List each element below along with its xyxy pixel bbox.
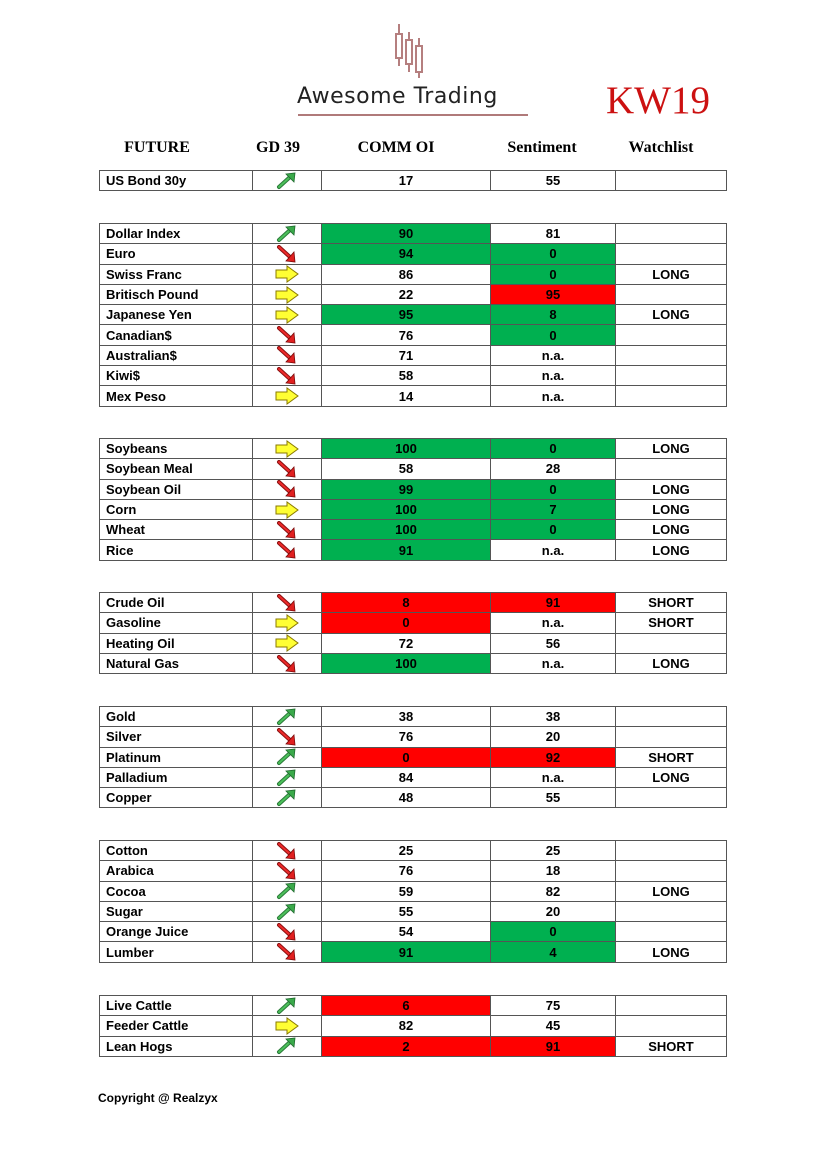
- watchlist-signal: SHORT: [616, 1036, 727, 1056]
- futures-group-table: [99, 170, 727, 191]
- cot-value: 6: [322, 996, 491, 1016]
- trend-down-arrow-icon: [274, 943, 300, 961]
- gd-trend-cell: [253, 841, 322, 861]
- watchlist-signal: LONG: [616, 439, 727, 459]
- futures-group-table: [99, 706, 727, 808]
- gd-trend-cell: [253, 788, 322, 808]
- cot-value: 2: [322, 1036, 491, 1056]
- gd-trend-cell: [253, 613, 322, 633]
- cot-value: 72: [322, 633, 491, 653]
- future-name: Palladium: [100, 767, 253, 787]
- sentiment-value: n.a.: [491, 653, 616, 673]
- watchlist-signal: [616, 1016, 727, 1036]
- cot-value: 58: [322, 459, 491, 479]
- table-row: [100, 881, 727, 901]
- cot-value: 54: [322, 922, 491, 942]
- future-name: Copper: [100, 788, 253, 808]
- table-row: [100, 747, 727, 767]
- trend-sideways-arrow-icon: [274, 1017, 300, 1035]
- sentiment-value: 55: [491, 788, 616, 808]
- table-row: [100, 345, 727, 365]
- table-row: [100, 520, 727, 540]
- watchlist-signal: [616, 325, 727, 345]
- table-row: [100, 613, 727, 633]
- gd-trend-cell: [253, 224, 322, 244]
- cot-value: 0: [322, 747, 491, 767]
- futures-group-table: [99, 840, 727, 963]
- sentiment-value: 55: [491, 171, 616, 191]
- gd-trend-cell: [253, 901, 322, 921]
- watchlist-signal: SHORT: [616, 593, 727, 613]
- trend-up-arrow-icon: [274, 1037, 300, 1055]
- cot-value: 38: [322, 707, 491, 727]
- cot-value: 17: [322, 171, 491, 191]
- trend-down-arrow-icon: [274, 480, 300, 498]
- cot-value: 91: [322, 540, 491, 560]
- copyright: Copyright @ Realzyx: [98, 1091, 218, 1105]
- future-name: US Bond 30y: [100, 171, 253, 191]
- watchlist-signal: [616, 788, 727, 808]
- table-row: [100, 244, 727, 264]
- cot-value: 71: [322, 345, 491, 365]
- table-row: [100, 593, 727, 613]
- futures-group-table: [99, 223, 727, 407]
- sentiment-value: 25: [491, 841, 616, 861]
- trend-down-arrow-icon: [274, 460, 300, 478]
- trend-down-arrow-icon: [274, 245, 300, 263]
- sentiment-value: n.a.: [491, 540, 616, 560]
- sentiment-value: 0: [491, 264, 616, 284]
- gd-trend-cell: [253, 520, 322, 540]
- table-row: [100, 788, 727, 808]
- watchlist-signal: [616, 633, 727, 653]
- watchlist-signal: [616, 386, 727, 406]
- gd-trend-cell: [253, 593, 322, 613]
- column-header-gd: GD 39: [256, 139, 300, 156]
- column-header-sentiment: Sentiment: [507, 139, 577, 156]
- gd-trend-cell: [253, 996, 322, 1016]
- trend-sideways-arrow-icon: [274, 634, 300, 652]
- trend-up-arrow-icon: [274, 882, 300, 900]
- trend-down-arrow-icon: [274, 862, 300, 880]
- cot-value: 22: [322, 284, 491, 304]
- gd-trend-cell: [253, 747, 322, 767]
- sentiment-value: 91: [491, 1036, 616, 1056]
- trend-sideways-arrow-icon: [274, 501, 300, 519]
- table-row: [100, 305, 727, 325]
- future-name: Arabica: [100, 861, 253, 881]
- watchlist-signal: [616, 841, 727, 861]
- trend-down-arrow-icon: [274, 521, 300, 539]
- future-name: Rice: [100, 540, 253, 560]
- cot-value: 76: [322, 325, 491, 345]
- sentiment-value: 7: [491, 499, 616, 519]
- watchlist-signal: [616, 459, 727, 479]
- table-row: [100, 633, 727, 653]
- gd-trend-cell: [253, 459, 322, 479]
- gd-trend-cell: [253, 727, 322, 747]
- table-row: [100, 479, 727, 499]
- table-row: [100, 264, 727, 284]
- gd-trend-cell: [253, 707, 322, 727]
- table-row: [100, 366, 727, 386]
- table-row: [100, 1016, 727, 1036]
- future-name: Gold: [100, 707, 253, 727]
- cot-value: 100: [322, 439, 491, 459]
- gd-trend-cell: [253, 942, 322, 962]
- table-row: [100, 439, 727, 459]
- future-name: Wheat: [100, 520, 253, 540]
- gd-trend-cell: [253, 264, 322, 284]
- future-name: Cocoa: [100, 881, 253, 901]
- cot-value: 100: [322, 520, 491, 540]
- future-name: Live Cattle: [100, 996, 253, 1016]
- sentiment-value: 92: [491, 747, 616, 767]
- trend-down-arrow-icon: [274, 346, 300, 364]
- watchlist-signal: [616, 284, 727, 304]
- sentiment-value: 45: [491, 1016, 616, 1036]
- gd-trend-cell: [253, 540, 322, 560]
- cot-value: 76: [322, 727, 491, 747]
- sentiment-value: 0: [491, 244, 616, 264]
- sentiment-value: 0: [491, 439, 616, 459]
- trend-sideways-arrow-icon: [274, 265, 300, 283]
- sentiment-value: 81: [491, 224, 616, 244]
- watchlist-signal: [616, 922, 727, 942]
- future-name: Lumber: [100, 942, 253, 962]
- cot-value: 8: [322, 593, 491, 613]
- trend-up-arrow-icon: [274, 769, 300, 787]
- futures-group-table: [99, 592, 727, 674]
- watchlist-signal: [616, 224, 727, 244]
- future-name: Soybean Meal: [100, 459, 253, 479]
- cot-value: 86: [322, 264, 491, 284]
- watchlist-signal: LONG: [616, 305, 727, 325]
- future-name: Soybean Oil: [100, 479, 253, 499]
- sentiment-value: 38: [491, 707, 616, 727]
- table-row: [100, 459, 727, 479]
- future-name: Canadian$: [100, 325, 253, 345]
- watchlist-signal: [616, 345, 727, 365]
- table-row: [100, 653, 727, 673]
- gd-trend-cell: [253, 325, 322, 345]
- sentiment-value: 91: [491, 593, 616, 613]
- gd-trend-cell: [253, 633, 322, 653]
- trend-sideways-arrow-icon: [274, 286, 300, 304]
- watchlist-signal: LONG: [616, 881, 727, 901]
- cot-value: 95: [322, 305, 491, 325]
- table-row: [100, 499, 727, 519]
- trend-down-arrow-icon: [274, 728, 300, 746]
- watchlist-signal: LONG: [616, 499, 727, 519]
- future-name: Corn: [100, 499, 253, 519]
- cot-value: 48: [322, 788, 491, 808]
- watchlist-signal: [616, 996, 727, 1016]
- sentiment-value: 8: [491, 305, 616, 325]
- watchlist-signal: [616, 171, 727, 191]
- table-row: [100, 1036, 727, 1056]
- gd-trend-cell: [253, 922, 322, 942]
- watchlist-signal: LONG: [616, 264, 727, 284]
- brand-underline: [298, 114, 528, 116]
- gd-trend-cell: [253, 861, 322, 881]
- future-name: Orange Juice: [100, 922, 253, 942]
- gd-trend-cell: [253, 366, 322, 386]
- cot-value: 58: [322, 366, 491, 386]
- table-row: [100, 224, 727, 244]
- sentiment-value: 4: [491, 942, 616, 962]
- gd-trend-cell: [253, 305, 322, 325]
- futures-group-table: [99, 438, 727, 561]
- trend-down-arrow-icon: [274, 326, 300, 344]
- cot-value: 59: [322, 881, 491, 901]
- gd-trend-cell: [253, 499, 322, 519]
- table-row: [100, 841, 727, 861]
- table-row: [100, 767, 727, 787]
- future-name: Lean Hogs: [100, 1036, 253, 1056]
- watchlist-signal: [616, 901, 727, 921]
- column-header-watchlist: Watchlist: [628, 139, 694, 156]
- sentiment-value: 56: [491, 633, 616, 653]
- trend-sideways-arrow-icon: [274, 306, 300, 324]
- gd-trend-cell: [253, 345, 322, 365]
- gd-trend-cell: [253, 1016, 322, 1036]
- watchlist-signal: LONG: [616, 767, 727, 787]
- sentiment-value: n.a.: [491, 613, 616, 633]
- future-name: Soybeans: [100, 439, 253, 459]
- cot-value: 91: [322, 942, 491, 962]
- sentiment-value: 95: [491, 284, 616, 304]
- trend-down-arrow-icon: [274, 655, 300, 673]
- trend-down-arrow-icon: [274, 594, 300, 612]
- future-name: Mex Peso: [100, 386, 253, 406]
- column-header-cot: COMM OI: [357, 139, 435, 156]
- sentiment-value: 20: [491, 727, 616, 747]
- cot-value: 100: [322, 499, 491, 519]
- watchlist-signal: LONG: [616, 653, 727, 673]
- watchlist-signal: LONG: [616, 479, 727, 499]
- table-row: [100, 942, 727, 962]
- gd-trend-cell: [253, 653, 322, 673]
- table-row: [100, 996, 727, 1016]
- trend-sideways-arrow-icon: [274, 387, 300, 405]
- gd-trend-cell: [253, 386, 322, 406]
- trend-down-arrow-icon: [274, 923, 300, 941]
- sentiment-value: 82: [491, 881, 616, 901]
- table-row: [100, 386, 727, 406]
- future-name: Natural Gas: [100, 653, 253, 673]
- future-name: Feeder Cattle: [100, 1016, 253, 1036]
- cot-value: 99: [322, 479, 491, 499]
- gd-trend-cell: [253, 479, 322, 499]
- gd-trend-cell: [253, 881, 322, 901]
- cot-value: 84: [322, 767, 491, 787]
- column-header-future: FUTURE: [124, 139, 190, 156]
- trend-up-arrow-icon: [274, 997, 300, 1015]
- cot-value: 100: [322, 653, 491, 673]
- trend-down-arrow-icon: [274, 367, 300, 385]
- watchlist-signal: LONG: [616, 540, 727, 560]
- future-name: Swiss Franc: [100, 264, 253, 284]
- cot-value: 82: [322, 1016, 491, 1036]
- future-name: Heating Oil: [100, 633, 253, 653]
- table-row: [100, 325, 727, 345]
- futures-group-table: [99, 995, 727, 1057]
- future-name: Australian$: [100, 345, 253, 365]
- sentiment-value: 0: [491, 479, 616, 499]
- sentiment-value: n.a.: [491, 345, 616, 365]
- future-name: Kiwi$: [100, 366, 253, 386]
- cot-value: 25: [322, 841, 491, 861]
- sentiment-value: 0: [491, 325, 616, 345]
- trend-up-arrow-icon: [274, 225, 300, 243]
- trend-up-arrow-icon: [274, 172, 300, 190]
- trend-down-arrow-icon: [274, 842, 300, 860]
- cot-value: 76: [322, 861, 491, 881]
- future-name: Silver: [100, 727, 253, 747]
- table-row: [100, 540, 727, 560]
- gd-trend-cell: [253, 1036, 322, 1056]
- sentiment-value: 28: [491, 459, 616, 479]
- trend-up-arrow-icon: [274, 903, 300, 921]
- watchlist-signal: [616, 861, 727, 881]
- gd-trend-cell: [253, 171, 322, 191]
- table-row: [100, 707, 727, 727]
- trend-sideways-arrow-icon: [274, 614, 300, 632]
- future-name: Britisch Pound: [100, 284, 253, 304]
- cot-value: 55: [322, 901, 491, 921]
- future-name: Dollar Index: [100, 224, 253, 244]
- sentiment-value: 0: [491, 520, 616, 540]
- future-name: Platinum: [100, 747, 253, 767]
- table-row: [100, 727, 727, 747]
- gd-trend-cell: [253, 284, 322, 304]
- cot-value: 0: [322, 613, 491, 633]
- sentiment-value: 20: [491, 901, 616, 921]
- table-row: [100, 901, 727, 921]
- future-name: Crude Oil: [100, 593, 253, 613]
- trend-up-arrow-icon: [274, 789, 300, 807]
- future-name: Gasoline: [100, 613, 253, 633]
- sentiment-value: 18: [491, 861, 616, 881]
- sentiment-value: n.a.: [491, 767, 616, 787]
- watchlist-signal: SHORT: [616, 747, 727, 767]
- table-row: [100, 171, 727, 191]
- table-row: [100, 922, 727, 942]
- table-row: [100, 284, 727, 304]
- watchlist-signal: LONG: [616, 942, 727, 962]
- future-name: Sugar: [100, 901, 253, 921]
- watchlist-signal: [616, 366, 727, 386]
- watchlist-signal: [616, 244, 727, 264]
- trend-up-arrow-icon: [274, 708, 300, 726]
- cot-value: 14: [322, 386, 491, 406]
- gd-trend-cell: [253, 767, 322, 787]
- trend-down-arrow-icon: [274, 541, 300, 559]
- watchlist-signal: [616, 707, 727, 727]
- table-row: [100, 861, 727, 881]
- sentiment-value: n.a.: [491, 366, 616, 386]
- trend-up-arrow-icon: [274, 748, 300, 766]
- cot-value: 90: [322, 224, 491, 244]
- future-name: Euro: [100, 244, 253, 264]
- sentiment-value: n.a.: [491, 386, 616, 406]
- sentiment-value: 75: [491, 996, 616, 1016]
- trend-sideways-arrow-icon: [274, 440, 300, 458]
- sentiment-value: 0: [491, 922, 616, 942]
- future-name: Cotton: [100, 841, 253, 861]
- week-label: KW19: [606, 79, 710, 122]
- watchlist-signal: SHORT: [616, 613, 727, 633]
- future-name: Japanese Yen: [100, 305, 253, 325]
- gd-trend-cell: [253, 244, 322, 264]
- cot-value: 94: [322, 244, 491, 264]
- watchlist-signal: LONG: [616, 520, 727, 540]
- watchlist-signal: [616, 727, 727, 747]
- gd-trend-cell: [253, 439, 322, 459]
- brand-name: Awesome Trading: [297, 84, 498, 109]
